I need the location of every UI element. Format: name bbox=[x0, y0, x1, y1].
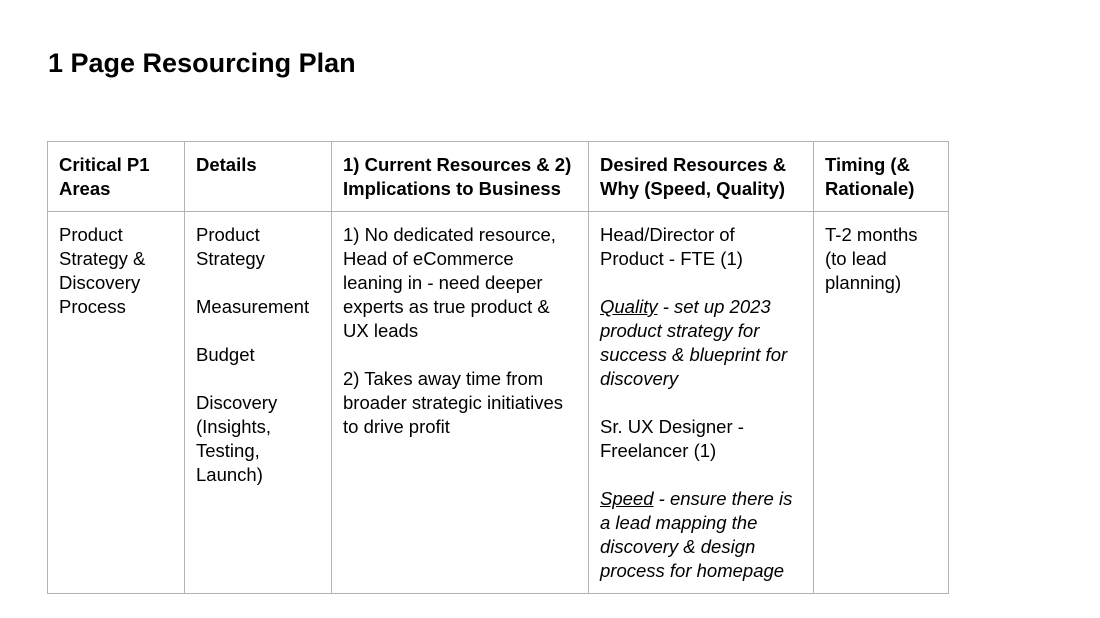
quality-rationale bbox=[600, 295, 803, 391]
page-title: 1 Page Resourcing Plan bbox=[48, 48, 356, 78]
quality-label: Quality bbox=[600, 296, 658, 317]
quality-text: - set up 2023 product strategy for success & blueprint for discovery bbox=[600, 296, 788, 389]
current-resources-text: 1) No dedicated resource, Head of eCommerce leaning in - need deeper experts as true product & UX leads bbox=[343, 224, 556, 341]
speed-rationale bbox=[600, 487, 803, 583]
cell-timing: T-2 months (to lead planning) bbox=[814, 212, 949, 594]
cell-current-resources bbox=[332, 212, 589, 594]
header-current-resources: 1) Current Resources & 2) Implications to Business bbox=[332, 142, 589, 212]
business-implications-text: 2) Takes away time from broader strategic initiatives to drive profit bbox=[343, 368, 564, 437]
cell-desired-resources bbox=[589, 212, 814, 594]
details-item: Budget bbox=[196, 344, 255, 365]
cell-area: Product Strategy & Discovery Process bbox=[48, 212, 185, 594]
details-item: Discovery (Insights, Testing, Launch) bbox=[196, 392, 278, 485]
header-timing: Timing (& Rationale) bbox=[814, 142, 949, 212]
header-desired-resources: Desired Resources & Why (Speed, Quality) bbox=[589, 142, 814, 212]
speed-label: Speed bbox=[600, 488, 654, 509]
desired-role-ux-designer: Sr. UX Designer - Freelancer (1) bbox=[600, 416, 744, 461]
header-details: Details bbox=[185, 142, 332, 212]
table-row bbox=[48, 212, 949, 594]
cell-details bbox=[185, 212, 332, 594]
speed-text: - ensure there is a lead mapping the discovery & design process for homepage bbox=[600, 488, 793, 581]
details-item: Product Strategy bbox=[196, 224, 265, 269]
details-item: Measurement bbox=[196, 296, 310, 317]
table-header-row bbox=[48, 142, 949, 212]
header-critical-areas: Critical P1 Areas bbox=[48, 142, 185, 212]
resourcing-table bbox=[47, 141, 949, 594]
desired-role-director: Head/Director of Product - FTE (1) bbox=[600, 224, 743, 269]
